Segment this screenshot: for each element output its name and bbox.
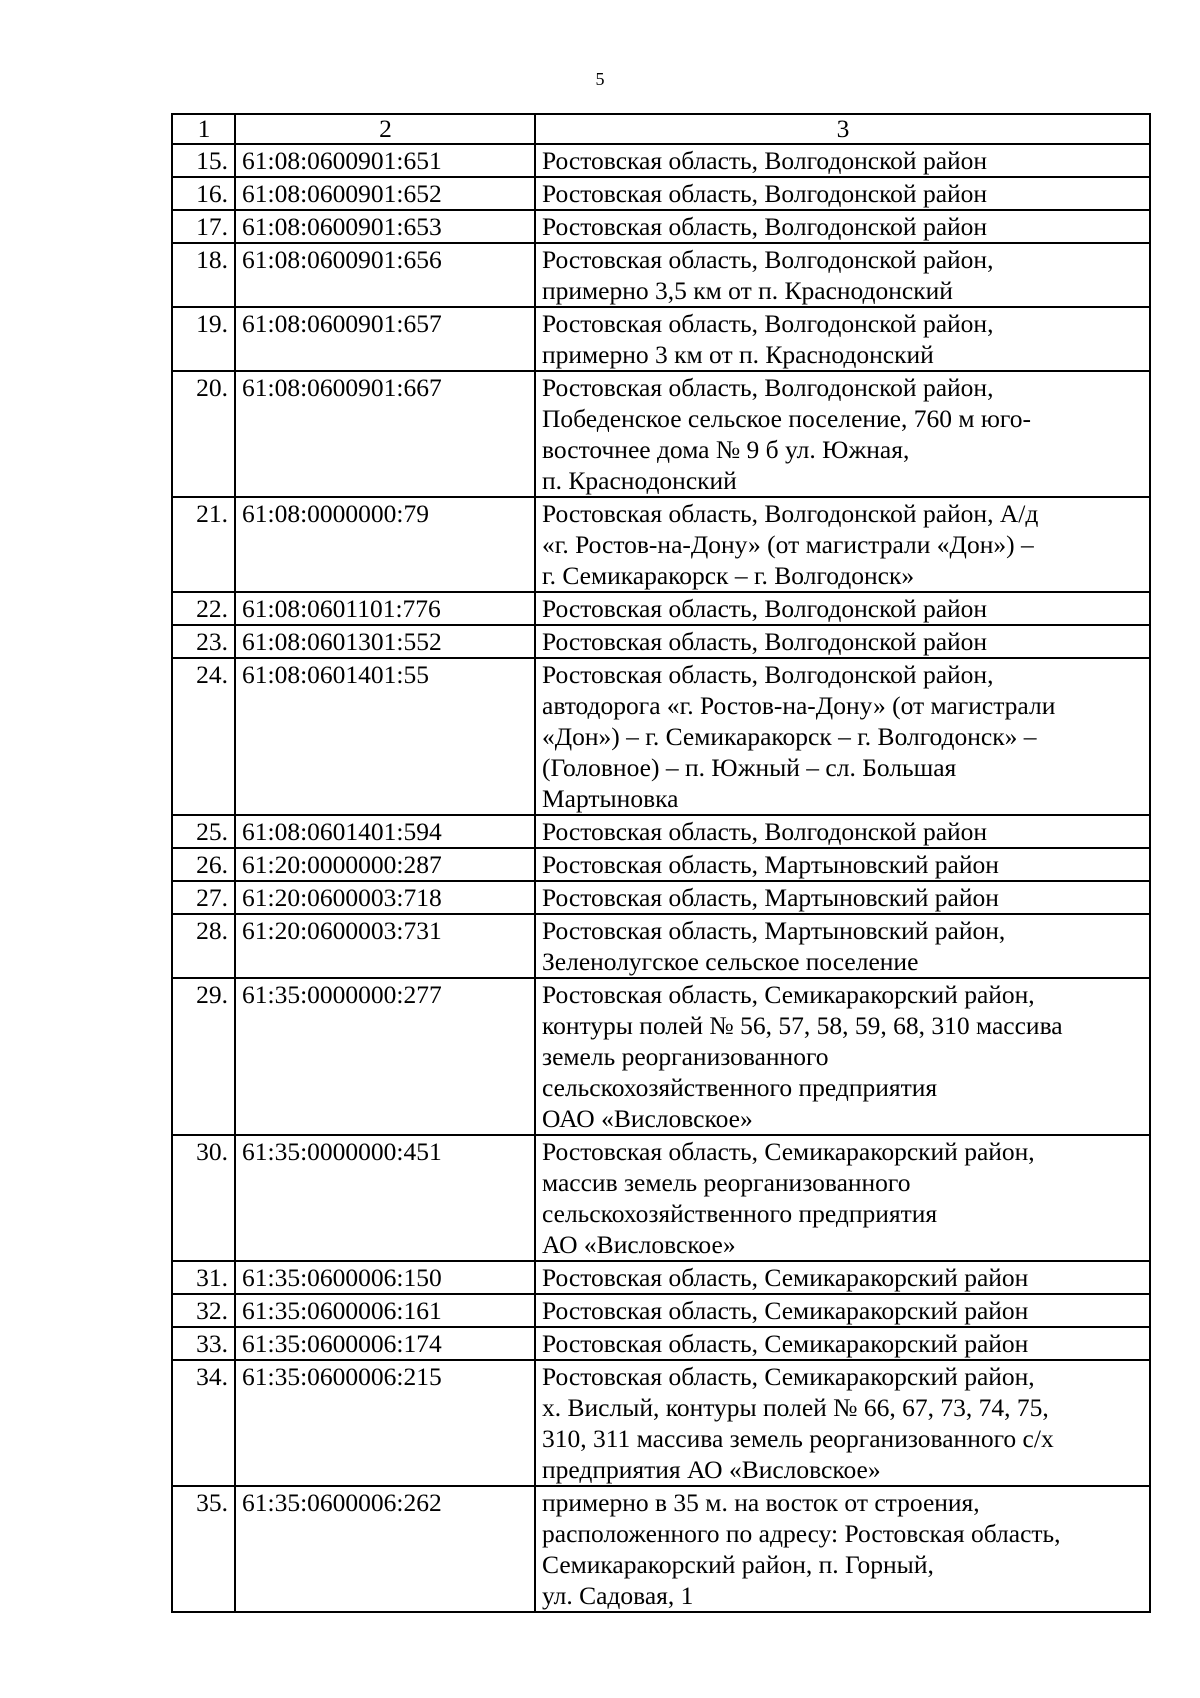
address-line: автодорога «г. Ростов-на-Дону» (от магистрали — [542, 691, 1056, 720]
cadastral-number-cell: 61:20:0600003:718 — [235, 881, 535, 914]
address-line: Ростовская область, Волгодонской район — [542, 817, 988, 846]
address-cell — [535, 1360, 1150, 1486]
address-cell — [535, 1486, 1150, 1612]
table-row — [172, 1135, 1150, 1261]
table-row — [172, 592, 1150, 625]
row-number-cell: 19. — [172, 307, 235, 371]
cadastral-number-cell: 61:08:0601101:776 — [235, 592, 535, 625]
address-line: «г. Ростов-на-Дону» (от магистрали «Дон») – — [542, 530, 1034, 559]
address-line: Ростовская область, Волгодонской район — [542, 179, 988, 208]
address-line: Мартыновка — [542, 784, 679, 813]
address-cell — [535, 243, 1150, 307]
address-line: Ростовская область, Мартыновский район — [542, 883, 999, 912]
address-line: Ростовская область, Волгодонской район, — [542, 660, 994, 689]
address-cell — [535, 848, 1150, 881]
address-cell — [535, 881, 1150, 914]
row-number-cell: 29. — [172, 978, 235, 1135]
row-number-cell: 15. — [172, 144, 235, 177]
address-line: Зеленолугское сельское поселение — [542, 947, 919, 976]
row-number-cell: 31. — [172, 1261, 235, 1294]
row-number-cell: 35. — [172, 1486, 235, 1612]
address-cell — [535, 371, 1150, 497]
address-line: восточнее дома № 9 б ул. Южная, — [542, 435, 910, 464]
cadastral-number-cell: 61:20:0000000:287 — [235, 848, 535, 881]
address-line: Ростовская область, Семикаракорский район — [542, 1263, 1029, 1292]
address-line: Ростовская область, Мартыновский район — [542, 850, 999, 879]
address-cell — [535, 978, 1150, 1135]
cadastral-number-cell: 61:08:0601301:552 — [235, 625, 535, 658]
table-row — [172, 1360, 1150, 1486]
address-line: контуры полей № 56, 57, 58, 59, 68, 310 массива — [542, 1011, 1063, 1040]
address-line: массив земель реорганизованного — [542, 1168, 911, 1197]
cadastral-number-cell: 61:08:0600901:653 — [235, 210, 535, 243]
address-line: п. Краснодонский — [542, 466, 737, 495]
address-cell — [535, 307, 1150, 371]
row-number-cell: 24. — [172, 658, 235, 815]
address-line: предприятия АО «Висловское» — [542, 1455, 881, 1484]
address-line: Ростовская область, Мартыновский район, — [542, 916, 1006, 945]
cadastral-number-cell: 61:08:0000000:79 — [235, 497, 535, 592]
column-header-address: 3 — [535, 114, 1150, 144]
address-cell — [535, 625, 1150, 658]
cadastral-number-cell: 61:35:0600006:215 — [235, 1360, 535, 1486]
address-cell — [535, 1294, 1150, 1327]
address-line: ОАО «Висловское» — [542, 1104, 753, 1133]
address-line: Ростовская область, Волгодонской район — [542, 627, 988, 656]
address-line: Ростовская область, Волгодонской район, — [542, 309, 994, 338]
row-number-cell: 20. — [172, 371, 235, 497]
cadastral-number-cell: 61:08:0600901:652 — [235, 177, 535, 210]
address-line: Ростовская область, Волгодонской район — [542, 212, 988, 241]
table-row — [172, 881, 1150, 914]
cadastral-number-cell: 61:08:0600901:657 — [235, 307, 535, 371]
address-line: сельскохозяйственного предприятия — [542, 1073, 938, 1102]
row-number-cell: 22. — [172, 592, 235, 625]
cadastral-registry-table — [171, 113, 1151, 1613]
row-number-cell: 32. — [172, 1294, 235, 1327]
cadastral-number-cell: 61:08:0601401:594 — [235, 815, 535, 848]
address-line: Победенское сельское поселение, 760 м юго- — [542, 404, 1031, 433]
address-line: примерно 3 км от п. Краснодонский — [542, 340, 934, 369]
address-line: Ростовская область, Семикаракорский район, — [542, 1362, 1035, 1391]
cadastral-number-cell: 61:08:0601401:55 — [235, 658, 535, 815]
address-line: Ростовская область, Семикаракорский район — [542, 1296, 1029, 1325]
address-line: Ростовская область, Семикаракорский район — [542, 1329, 1029, 1358]
row-number-cell: 18. — [172, 243, 235, 307]
address-line: «Дон») – г. Семикаракорск – г. Волгодонск» – — [542, 722, 1037, 751]
address-line: Ростовская область, Семикаракорский район, — [542, 980, 1035, 1009]
cadastral-number-cell: 61:35:0000000:277 — [235, 978, 535, 1135]
row-number-cell: 21. — [172, 497, 235, 592]
address-line: Ростовская область, Семикаракорский район, — [542, 1137, 1035, 1166]
table-row — [172, 658, 1150, 815]
address-line: г. Семикаракорск – г. Волгодонск» — [542, 561, 915, 590]
column-header-cadastral: 2 — [235, 114, 535, 144]
table-row — [172, 243, 1150, 307]
address-line: Ростовская область, Волгодонской район, — [542, 373, 994, 402]
address-line: сельскохозяйственного предприятия — [542, 1199, 938, 1228]
table-row — [172, 371, 1150, 497]
row-number-cell: 33. — [172, 1327, 235, 1360]
table-row — [172, 848, 1150, 881]
column-header-number: 1 — [172, 114, 235, 144]
address-line: примерно 3,5 км от п. Краснодонский — [542, 276, 953, 305]
address-line: земель реорганизованного — [542, 1042, 829, 1071]
address-cell — [535, 658, 1150, 815]
address-cell — [535, 497, 1150, 592]
table-row — [172, 307, 1150, 371]
table-row — [172, 210, 1150, 243]
table-row — [172, 1294, 1150, 1327]
address-cell — [535, 914, 1150, 978]
address-cell — [535, 815, 1150, 848]
table-row — [172, 978, 1150, 1135]
page-number: 5 — [595, 69, 605, 89]
row-number-cell: 26. — [172, 848, 235, 881]
row-number-cell: 17. — [172, 210, 235, 243]
row-number-cell: 30. — [172, 1135, 235, 1261]
table-body — [172, 144, 1150, 1612]
row-number-cell: 23. — [172, 625, 235, 658]
address-line: Ростовская область, Волгодонской район — [542, 594, 988, 623]
cadastral-number-cell: 61:20:0600003:731 — [235, 914, 535, 978]
table-header-row — [172, 114, 1150, 144]
address-cell — [535, 1261, 1150, 1294]
address-line: АО «Висловское» — [542, 1230, 736, 1259]
cadastral-number-cell: 61:35:0600006:150 — [235, 1261, 535, 1294]
table-row — [172, 144, 1150, 177]
cadastral-number-cell: 61:35:0600006:174 — [235, 1327, 535, 1360]
address-line: ул. Садовая, 1 — [542, 1581, 694, 1610]
cadastral-number-cell: 61:35:0000000:451 — [235, 1135, 535, 1261]
address-line: Ростовская область, Волгодонской район, — [542, 245, 994, 274]
address-cell — [535, 1135, 1150, 1261]
address-line: х. Вислый, контуры полей № 66, 67, 73, 74, 75, — [542, 1393, 1049, 1422]
table-row — [172, 1261, 1150, 1294]
table-row — [172, 914, 1150, 978]
row-number-cell: 16. — [172, 177, 235, 210]
table-row — [172, 177, 1150, 210]
cadastral-number-cell: 61:35:0600006:262 — [235, 1486, 535, 1612]
address-line: Ростовская область, Волгодонской район — [542, 146, 988, 175]
table-row — [172, 815, 1150, 848]
address-cell — [535, 144, 1150, 177]
address-cell — [535, 1327, 1150, 1360]
address-cell — [535, 177, 1150, 210]
table-row — [172, 1327, 1150, 1360]
table-row — [172, 625, 1150, 658]
cadastral-number-cell: 61:08:0600901:656 — [235, 243, 535, 307]
row-number-cell: 25. — [172, 815, 235, 848]
cadastral-number-cell: 61:35:0600006:161 — [235, 1294, 535, 1327]
address-line: Ростовская область, Волгодонской район, А/д — [542, 499, 1039, 528]
cadastral-number-cell: 61:08:0600901:651 — [235, 144, 535, 177]
row-number-cell: 27. — [172, 881, 235, 914]
address-line: 310, 311 массива земель реорганизованного с/х — [542, 1424, 1054, 1453]
address-line: расположенного по адресу: Ростовская область, — [542, 1519, 1061, 1548]
row-number-cell: 34. — [172, 1360, 235, 1486]
address-line: (Головное) – п. Южный – сл. Большая — [542, 753, 957, 782]
address-cell — [535, 210, 1150, 243]
cadastral-number-cell: 61:08:0600901:667 — [235, 371, 535, 497]
address-line: Семикаракорский район, п. Горный, — [542, 1550, 934, 1579]
table-row — [172, 1486, 1150, 1612]
address-line: примерно в 35 м. на восток от строения, — [542, 1488, 980, 1517]
address-cell — [535, 592, 1150, 625]
row-number-cell: 28. — [172, 914, 235, 978]
table-row — [172, 497, 1150, 592]
